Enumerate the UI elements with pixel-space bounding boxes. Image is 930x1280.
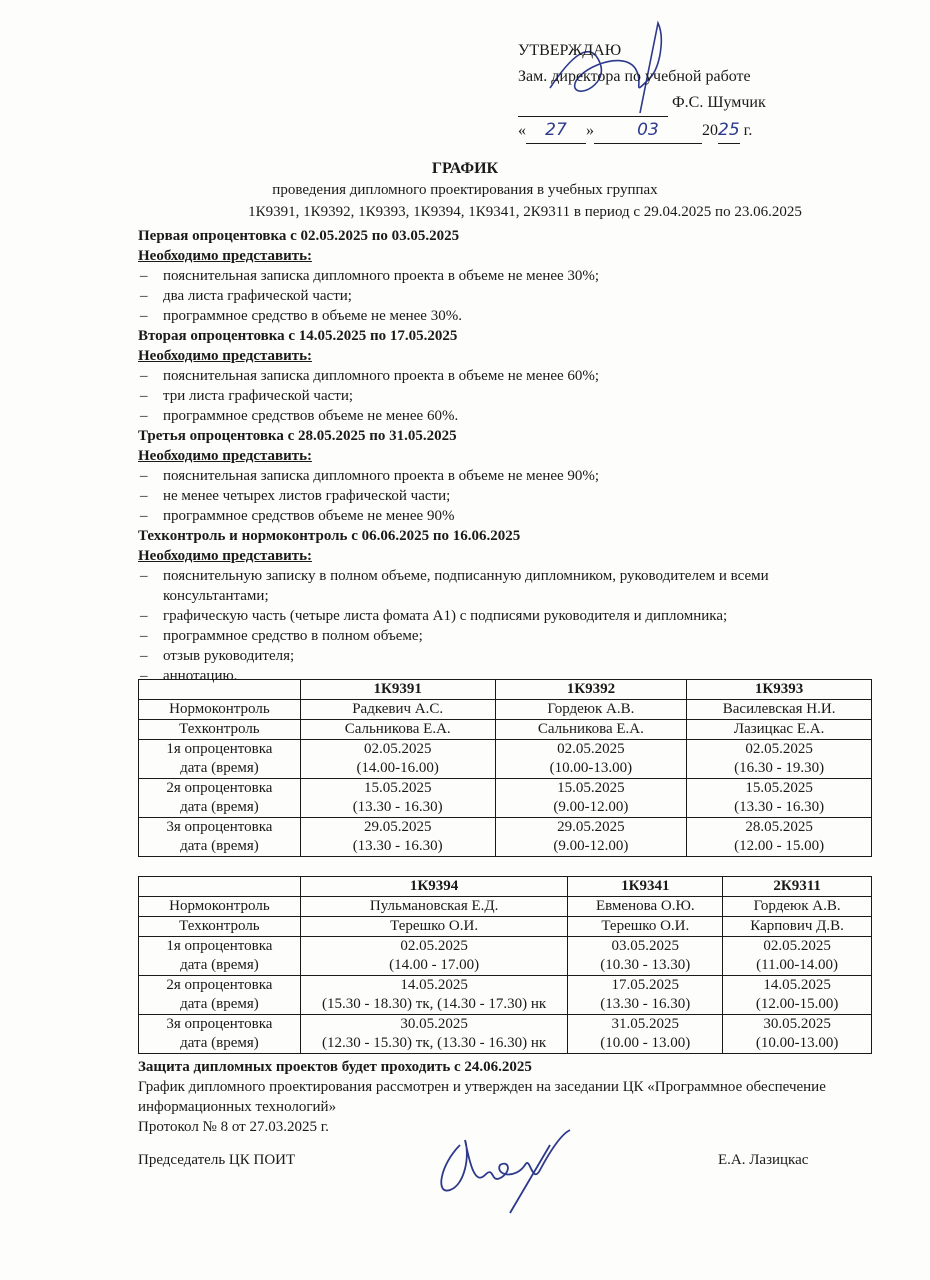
cell-line: 02.05.2025 (763, 938, 831, 954)
cell-line: 30.05.2025 (400, 1016, 468, 1032)
cell-line: 02.05.2025 (363, 741, 432, 757)
approval-year-prefix: 20 (702, 122, 718, 139)
table-header-row (139, 680, 872, 700)
cell-line: (15.30 - 18.30) тк, (14.30 - 17.30) нк (322, 996, 547, 1012)
table-row (139, 917, 872, 937)
row-label-cell (139, 700, 301, 720)
cell-line: 15.05.2025 (745, 780, 813, 796)
cell-line: дата (время) (180, 799, 259, 815)
table-header-cell: 1К9392 (495, 680, 687, 700)
cell-line: (9.00-12.00) (553, 838, 629, 854)
cell-line: 2я опроцентовка (166, 977, 273, 993)
cell-line: 29.05.2025 (363, 819, 432, 835)
cell-line: дата (время) (180, 760, 259, 776)
approval-block (518, 38, 766, 144)
cell-line: Техконтроль (179, 918, 260, 934)
table-header-cell: 1К9393 (687, 680, 872, 700)
cell-line: дата (время) (180, 838, 259, 854)
section-heading: Техконтроль и нормоконтроль с 06.06.2025 по 16.06.2025 (138, 528, 521, 544)
cell-line: (10.00 - 13.00) (600, 1035, 691, 1051)
requirement-item: – пояснительная записка дипломного проекта в объеме не менее 90%; (138, 466, 858, 486)
row-label-cell (139, 976, 301, 1015)
requirement-item: – программное средствов объеме не менее 90% (138, 506, 858, 526)
cell-line: Радкевич А.С. (352, 701, 444, 717)
table-cell (687, 779, 872, 818)
table-cell (723, 976, 872, 1015)
approval-title: УТВЕРЖДАЮ (518, 42, 622, 59)
approval-day: 27 (526, 117, 586, 144)
cell-line: 15.05.2025 (557, 780, 625, 796)
requirement-item: – аннотацию. (138, 666, 858, 686)
protocol-line: Протокол № 8 от 27.03.2025 г. (138, 1119, 329, 1135)
approval-date: « 27 » 03 2025 г. (518, 117, 766, 144)
cell-line: Нормоконтроль (169, 898, 270, 914)
table-header-cell (139, 877, 301, 897)
table-cell (495, 700, 687, 720)
cell-line: (14.00-16.00) (356, 760, 439, 776)
cell-line: Терешко О.И. (390, 918, 479, 934)
section-need-label: Необходимо представить: (138, 548, 313, 564)
table-cell (687, 740, 872, 779)
requirement-item: – пояснительная записка дипломного проекта в объеме не менее 60%; (138, 366, 858, 386)
table-cell (723, 1015, 872, 1054)
table-header-cell: 1К9394 (300, 877, 568, 897)
table-cell (300, 700, 495, 720)
approval-month: 03 (594, 117, 702, 144)
cell-line: Гордеюк А.В. (753, 898, 841, 914)
cell-line: 02.05.2025 (400, 938, 468, 954)
cell-line: 14.05.2025 (400, 977, 468, 993)
approval-signer: Ф.С. Шумчик (672, 94, 766, 111)
table-cell (568, 976, 723, 1015)
table-row (139, 818, 872, 857)
table-cell (687, 720, 872, 740)
table-cell (495, 720, 687, 740)
table-cell (300, 740, 495, 779)
cell-line: 31.05.2025 (611, 1016, 680, 1032)
section-need-label: Необходимо представить: (138, 448, 313, 464)
cell-line: (13.30 - 16.30) (734, 799, 825, 815)
cell-line: 28.05.2025 (745, 819, 813, 835)
requirement-item: – пояснительная записка дипломного проекта в объеме не менее 30%; (138, 266, 858, 286)
requirements-sections (138, 226, 858, 686)
requirement-item: – пояснительную записку в полном объеме, подписанную дипломником, руководителем и всеми консультантами; (138, 566, 858, 606)
cell-line: (12.00-15.00) (755, 996, 839, 1012)
table-cell (687, 700, 872, 720)
cell-line: Лазицкас Е.А. (733, 721, 825, 737)
doc-subtitle: проведения дипломного проектирования в учебных группах (272, 182, 658, 198)
cell-line: 02.05.2025 (557, 741, 625, 757)
table-cell (723, 897, 872, 917)
cell-line: 29.05.2025 (557, 819, 625, 835)
cell-line: Сальникова Е.А. (344, 721, 451, 737)
chair-title: Председатель ЦК ПОИТ (138, 1152, 296, 1168)
table-row (139, 779, 872, 818)
cell-line: 1я опроцентовка (166, 938, 273, 954)
cell-line: дата (время) (180, 957, 259, 973)
section-heading: Третья опроцентовка с 28.05.2025 по 31.05.2025 (138, 428, 457, 444)
table-cell (300, 897, 568, 917)
table-cell (723, 937, 872, 976)
doc-title: ГРАФИК (431, 160, 499, 177)
requirement-item: – не менее четырех листов графической части; (138, 486, 858, 506)
section-heading: Вторая опроцентовка с 14.05.2025 по 17.05.2025 (138, 328, 458, 344)
chair-name: Е.А. Лазицкас (718, 1152, 809, 1168)
cell-line: 02.05.2025 (745, 741, 813, 757)
requirement-item: – программное средство в полном объеме; (138, 626, 858, 646)
cell-line: 17.05.2025 (611, 977, 680, 993)
row-label-cell (139, 818, 301, 857)
row-label-cell (139, 1015, 301, 1054)
table-cell (300, 1015, 568, 1054)
table-cell (300, 720, 495, 740)
cell-line: Гордеюк А.В. (547, 701, 635, 717)
cell-line: Нормоконтроль (169, 701, 270, 717)
row-label-cell (139, 720, 301, 740)
cell-line: (11.00-14.00) (756, 957, 839, 973)
table-cell (568, 937, 723, 976)
table-header-row (139, 877, 872, 897)
cell-line: Василевская Н.И. (722, 701, 836, 717)
cell-line: Евменова О.Ю. (595, 898, 695, 914)
table-cell (568, 897, 723, 917)
requirement-item: – графическую часть (четыре листа фомата А1) с подписями руководителя и дипломника; (138, 606, 858, 626)
table-cell (300, 937, 568, 976)
cell-line: (10.30 - 13.30) (600, 957, 691, 973)
schedule-table-1 (138, 679, 872, 857)
table-row (139, 937, 872, 976)
schedule-table-2 (138, 876, 872, 1054)
cell-line: (12.30 - 15.30) тк, (13.30 - 16.30) нк (322, 1035, 547, 1051)
cell-line: 3я опроцентовка (166, 819, 273, 835)
cell-line: 14.05.2025 (763, 977, 831, 993)
cell-line: (16.30 - 19.30) (734, 760, 825, 776)
table-row (139, 740, 872, 779)
cell-line: Пульмановская Е.Д. (369, 898, 499, 914)
cell-line: Карпович Д.В. (750, 918, 844, 934)
table-cell (300, 779, 495, 818)
table-cell (687, 818, 872, 857)
table-header-cell (139, 680, 301, 700)
table-cell (495, 779, 687, 818)
approval-signer-line (518, 90, 766, 117)
row-label-cell (139, 917, 301, 937)
table-cell (568, 1015, 723, 1054)
cell-line: (14.00 - 17.00) (389, 957, 480, 973)
section-heading: Первая опроцентовка с 02.05.2025 по 03.05.2025 (138, 228, 460, 244)
cell-line: дата (время) (180, 996, 259, 1012)
cell-line: (12.00 - 15.00) (734, 838, 825, 854)
cell-line: Терешко О.И. (601, 918, 690, 934)
row-label-cell (139, 897, 301, 917)
cell-line: (10.00-13.00) (755, 1035, 839, 1051)
defense-date: Защита дипломных проектов будет проходить с 24.06.2025 (138, 1059, 532, 1075)
table-cell (300, 976, 568, 1015)
table-cell (495, 740, 687, 779)
section-need-label: Необходимо представить: (138, 248, 313, 264)
row-label-cell (139, 779, 301, 818)
row-label-cell (139, 937, 301, 976)
table-header-cell: 2К9311 (723, 877, 872, 897)
approval-year-end: г. (743, 122, 753, 139)
cell-line: 2я опроцентовка (166, 780, 273, 796)
table-row (139, 976, 872, 1015)
table-cell (300, 917, 568, 937)
doc-groups: 1К9391, 1К9392, 1К9393, 1К9394, 1К9341, 2К9311 в период с 29.04.2025 по 23.06.2025 (248, 204, 802, 220)
table-row (139, 720, 872, 740)
requirement-item: – отзыв руководителя; (138, 646, 858, 666)
cell-line: 30.05.2025 (763, 1016, 831, 1032)
cell-line: Техконтроль (179, 721, 260, 737)
approval-position: Зам. директора по учебной работе (518, 68, 751, 85)
table-row (139, 897, 872, 917)
cell-line: (10.00-13.00) (549, 760, 633, 776)
requirement-item: – два листа графической части; (138, 286, 858, 306)
cell-line: 3я опроцентовка (166, 1016, 273, 1032)
table-cell (723, 917, 872, 937)
table-cell (568, 917, 723, 937)
section-need-label: Необходимо представить: (138, 348, 313, 364)
cell-line: Сальникова Е.А. (537, 721, 644, 737)
review-note: График дипломного проектирования рассмотрен и утвержден на заседании ЦК «Программное обеспечение информационных технологий» (138, 1079, 826, 1115)
table-row (139, 700, 872, 720)
requirement-item: – три листа графической части; (138, 386, 858, 406)
table-cell (300, 818, 495, 857)
requirement-item: – программное средство в объеме не менее 30%. (138, 306, 858, 326)
table-header-cell: 1К9341 (568, 877, 723, 897)
chair-signature (430, 1125, 580, 1215)
cell-line: дата (время) (180, 1035, 259, 1051)
table-header-cell: 1К9391 (300, 680, 495, 700)
cell-line: 15.05.2025 (363, 780, 432, 796)
table-cell (495, 818, 687, 857)
cell-line: (13.30 - 16.30) (352, 838, 443, 854)
cell-line: (9.00-12.00) (553, 799, 629, 815)
cell-line: (13.30 - 16.30) (600, 996, 691, 1012)
table-row (139, 1015, 872, 1054)
cell-line: 03.05.2025 (611, 938, 680, 954)
row-label-cell (139, 740, 301, 779)
approval-year-suffix: 25 (718, 117, 740, 144)
requirement-item: – программное средствов объеме не менее 60%. (138, 406, 858, 426)
cell-line: 1я опроцентовка (166, 741, 273, 757)
cell-line: (13.30 - 16.30) (352, 799, 443, 815)
